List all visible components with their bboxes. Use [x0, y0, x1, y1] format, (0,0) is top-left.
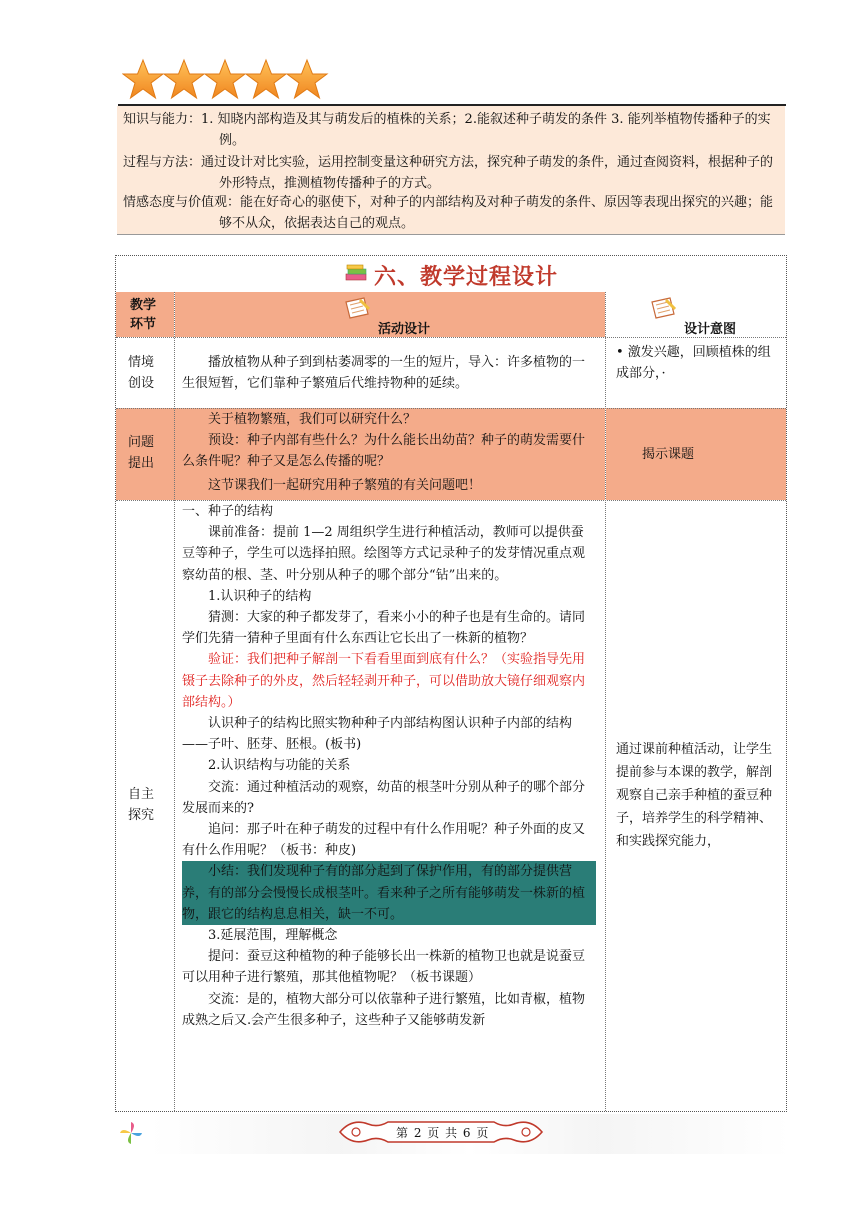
column-divider: [605, 292, 606, 1111]
row-divider: [116, 337, 786, 338]
activity-content: [182, 501, 596, 1031]
intent-text: • 激发兴趣，回顾植株的组成部分，·: [616, 345, 771, 382]
activity-line: 预设：种子内部有些什么？为什么能长出幼苗？种子的萌发需要什么条件呢？种子又是怎么传播的呢？: [182, 433, 586, 470]
books-icon: [344, 264, 370, 284]
star-icon: [287, 60, 327, 98]
stage-label: 自主探究: [128, 787, 155, 823]
activity-subheading: 2.认识结构与功能的关系: [208, 758, 351, 774]
col-header-activity: 活动设计: [378, 322, 431, 337]
star-icon: [205, 60, 245, 98]
section-title: 六、教学过程设计: [374, 265, 559, 290]
star-icon: [246, 60, 286, 98]
intent-text: 通过课前种植活动，让学生提前参与本课的教学，解剖观察自己亲手种植的蚕豆种子，培养学生的科学精神、和实践探究能力，: [616, 742, 773, 849]
activity-subheading: 1.认识种子的结构: [208, 588, 312, 604]
activity-text: 播放植物从种子到到枯萎凋零的一生的短片，导入：许多植物的一生很短暂，它们靠种子繁殖后代维持物种的延续。: [182, 355, 586, 392]
notepad-icon: [342, 296, 372, 322]
five-star-rating: [122, 58, 332, 106]
teaching-process-table: [115, 255, 787, 1112]
col-header-intent: 设计意图: [684, 322, 737, 337]
stage-label: 情境创设: [128, 355, 155, 391]
activity-paragraph: 认识种子的结构比照实物种种子内部结构图认识种子内部的结构——子叶、胚芽、胚根。(板书): [182, 716, 573, 753]
section-title-bar: [116, 256, 786, 293]
activity-summary-highlight: 小结：我们发现种子有的部分起到了保护作用，有的部分提供营养，有的部分会慢慢长成根茎叶。看来种子之所有能够萌发一株新的植物，跟它的结构息息相关，缺一不可。: [182, 861, 596, 925]
knowledge-label: 知识与能力：: [123, 112, 202, 127]
process-label: 过程与方法：: [123, 155, 202, 170]
activity-paragraph: 追问：那子叶在种子萌发的过程中有什么作用呢？种子外面的皮又有什么作用呢？（板书：种皮): [182, 822, 586, 859]
attitude-label: 情感态度与价值观：: [123, 195, 241, 210]
activity-subheading: 3.延展范围，理解概念: [208, 928, 338, 944]
objective-attitude: [123, 192, 783, 234]
activity-paragraph: 课前准备：提前 1—2 周组织学生进行种植活动，教师可以提供蚕豆等种子，学生可以选择拍照。绘图等方式记录种子的发芽情况重点观察幼苗的根、茎、叶分别从种子的哪个部分“钻”出来的。: [182, 525, 586, 583]
row-divider: [116, 408, 786, 409]
activity-paragraph: 猜测：大家的种子都发芽了，看来小小的种子也是有生命的。请同学们先猜一猜种子里面有什么东西让它长出了一株新的植物？: [182, 610, 586, 647]
teaching-objectives: [117, 106, 785, 235]
knowledge-text: 1. 知晓内部构造及其与萌发后的植株的关系；2.能叙述种子萌发的条件 3. 能列举植物传播种子的实例。: [201, 112, 771, 148]
row-divider: [116, 500, 786, 501]
intent-text: 揭示课题: [642, 447, 695, 462]
col-header-stage: 教学环节: [130, 298, 157, 332]
objective-process: [123, 152, 783, 194]
page-number: 第 2 页 共 6 页: [396, 1126, 490, 1140]
star-icon: [164, 60, 204, 98]
activity-paragraph: 提问：蚕豆这种植物的种子能够长出一株新的植物卫也就是说蚕豆可以用种子进行繁殖，那其他植物呢？（板书课题）: [182, 949, 586, 986]
column-divider: [174, 292, 175, 1111]
objective-knowledge: [123, 109, 783, 151]
activity-paragraph: 交流：是的，植物大部分可以依靠种子进行繁殖，比如青椒，植物成熟之后又.会产生很多种子，这些种子又能够萌发新: [182, 991, 586, 1028]
attitude-text: 能在好奇心的驱使下，对种子的内部结构及对种子萌发的条件、原因等表现出探究的兴趣；能够不从众，依据表达自己的观点。: [219, 195, 774, 231]
stage-label: 问题提出: [128, 435, 155, 471]
activity-line: 关于植物繁殖，我们可以研究什么？: [208, 412, 417, 427]
page-footer: [0, 1112, 860, 1162]
notepad-icon: [648, 296, 678, 322]
activity-line: 这节课我们一起研究用种子繁殖的有关问题吧！: [208, 478, 482, 493]
activity-paragraph-verify: 验证：我们把种子解剖一下看看里面到底有什么？（实验指导先用镊子去除种子的外皮，然后轻轻剥开种子，可以借助放大镜仔细观察内部结构。）: [182, 652, 586, 710]
process-text: 通过设计对比实验，运用控制变量这种研究方法，探究种子萌发的条件，通过查阅资料，根据种子的外形特点，推测植物传播种子的方式。: [201, 155, 774, 191]
star-icon: [123, 60, 163, 98]
activity-paragraph: 交流：通过种植活动的观察，幼苗的根茎叶分别从种子的哪个部分发展而来的?: [182, 779, 586, 816]
pinwheel-icon: [118, 1120, 144, 1146]
activity-heading: 一、种子的结构: [182, 504, 274, 519]
